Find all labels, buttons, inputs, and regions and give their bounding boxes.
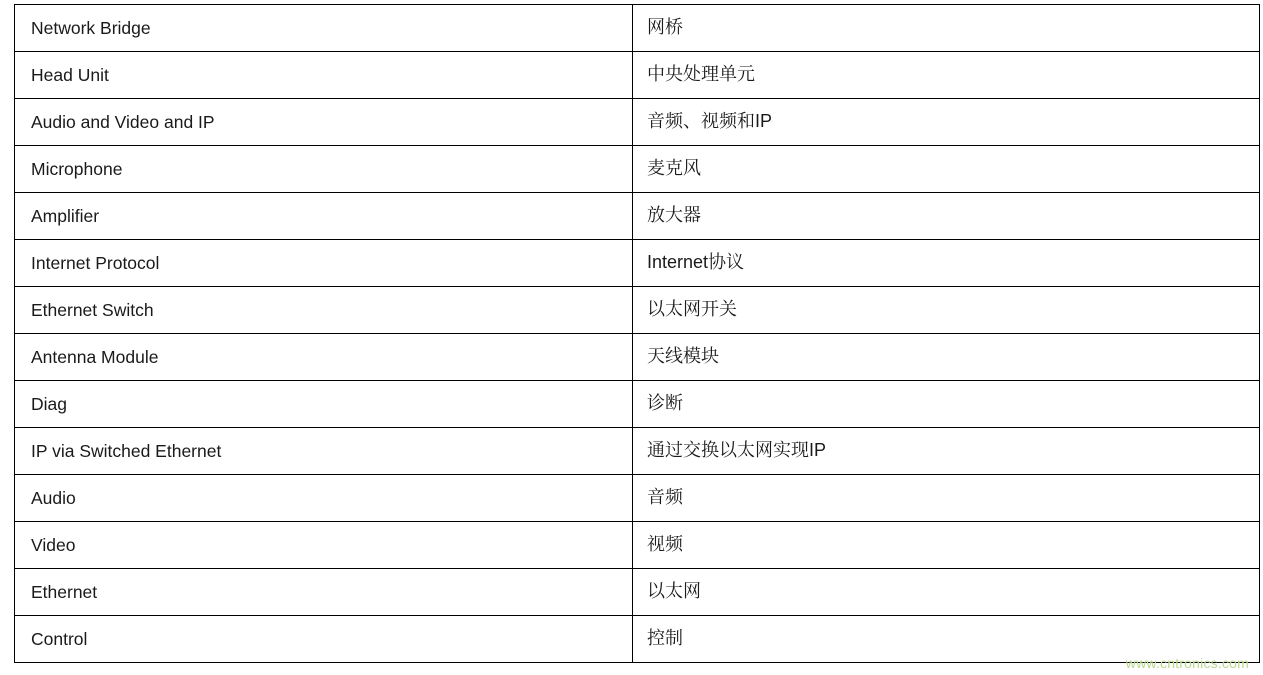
table-row xyxy=(15,569,1260,616)
table-row xyxy=(15,240,1260,287)
table-row xyxy=(15,616,1260,663)
term-english: Internet Protocol xyxy=(15,240,633,287)
term-english: Amplifier xyxy=(15,193,633,240)
term-english: IP via Switched Ethernet xyxy=(15,428,633,475)
term-chinese: 音频、视频和IP xyxy=(633,99,1260,146)
term-chinese: 以太网开关 xyxy=(633,287,1260,334)
term-english: Microphone xyxy=(15,146,633,193)
term-english: Network Bridge xyxy=(15,5,633,52)
table-row xyxy=(15,334,1260,381)
table-row xyxy=(15,381,1260,428)
term-chinese: 网桥 xyxy=(633,5,1260,52)
table-row xyxy=(15,428,1260,475)
term-english: Diag xyxy=(15,381,633,428)
table-row xyxy=(15,193,1260,240)
glossary-table xyxy=(14,4,1260,663)
term-chinese: 中央处理单元 xyxy=(633,52,1260,99)
term-english: Antenna Module xyxy=(15,334,633,381)
term-english: Audio and Video and IP xyxy=(15,99,633,146)
term-english: Head Unit xyxy=(15,52,633,99)
table-row xyxy=(15,522,1260,569)
term-english: Video xyxy=(15,522,633,569)
term-chinese: 控制 xyxy=(633,616,1260,663)
term-chinese: 天线模块 xyxy=(633,334,1260,381)
term-chinese: 以太网 xyxy=(633,569,1260,616)
table-row xyxy=(15,475,1260,522)
term-chinese: 通过交换以太网实现IP xyxy=(633,428,1260,475)
table-row xyxy=(15,146,1260,193)
term-english: Ethernet xyxy=(15,569,633,616)
table-row xyxy=(15,5,1260,52)
table-row xyxy=(15,52,1260,99)
glossary-table-body xyxy=(15,5,1260,663)
term-chinese: Internet协议 xyxy=(633,240,1260,287)
table-row xyxy=(15,99,1260,146)
term-chinese: 视频 xyxy=(633,522,1260,569)
term-chinese: 音频 xyxy=(633,475,1260,522)
term-english: Audio xyxy=(15,475,633,522)
term-chinese: 放大器 xyxy=(633,193,1260,240)
term-english: Ethernet Switch xyxy=(15,287,633,334)
table-row xyxy=(15,287,1260,334)
term-english: Control xyxy=(15,616,633,663)
term-chinese: 诊断 xyxy=(633,381,1260,428)
watermark: www.cntronics.com xyxy=(1125,655,1249,671)
term-chinese: 麦克风 xyxy=(633,146,1260,193)
